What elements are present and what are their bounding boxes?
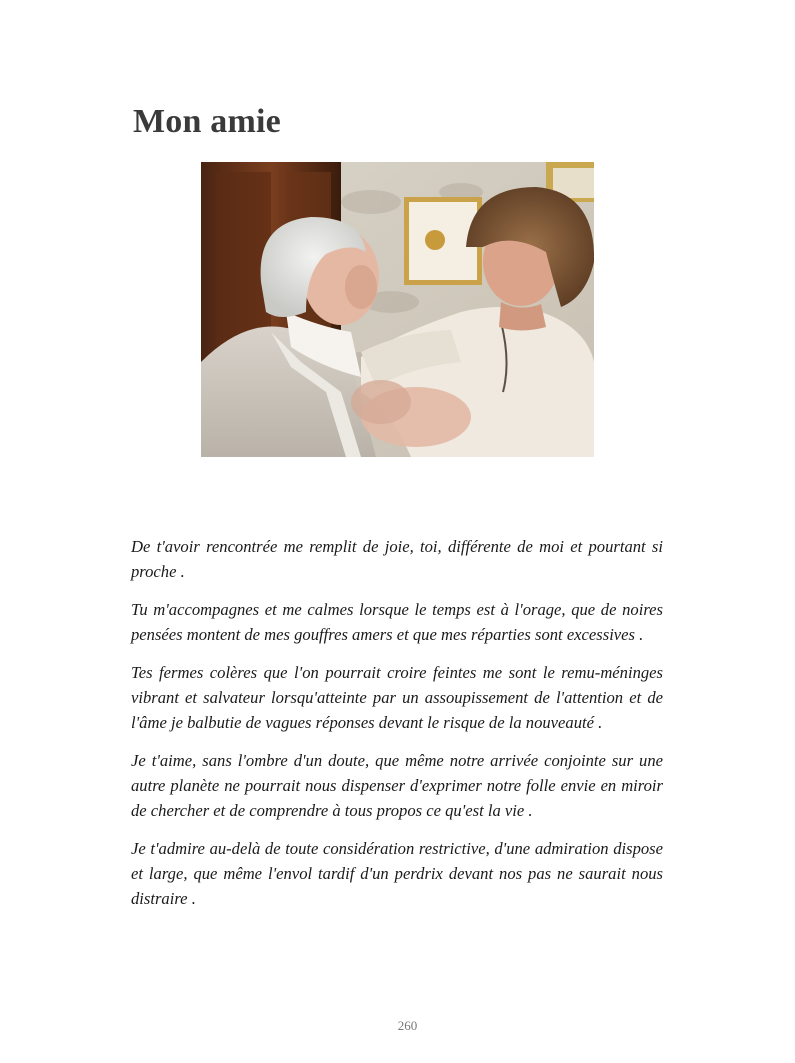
page-title: Mon amie bbox=[133, 103, 281, 140]
body-text bbox=[131, 534, 663, 924]
paragraph: Tu m'accompagnes et me calmes lorsque le temps est à l'orage, que de noires pensées montent de mes gouffres amers et que mes réparties sont excessives . bbox=[131, 600, 663, 644]
paragraph: Je t'aime, sans l'ombre d'un doute, que même notre arrivée conjointe sur une autre planète ne pourrait nous dispenser d'exprimer notre folle envie en miroir de chercher et de comprendre à tous propos ce qu'est la vie . bbox=[131, 751, 663, 820]
page-number: 260 bbox=[397, 1018, 418, 1033]
photo bbox=[201, 162, 594, 457]
paragraph: De t'avoir rencontrée me remplit de joie, toi, différente de moi et pourtant si proche . bbox=[131, 537, 663, 581]
photo-image bbox=[201, 162, 594, 457]
paragraph: Je t'admire au-delà de toute considération restrictive, d'une admiration dispose et large, que même l'envol tardif d'un perdrix devant nos pas ne saurait nous distraire . bbox=[131, 839, 663, 908]
paragraph: Tes fermes colères que l'on pourrait croire feintes me sont le remu-méninges vibrant et salvateur lorsqu'atteinte par un assoupissement de l'attention et de l'âme je balbutie de vagues réponses devant le risque de la nouveauté . bbox=[131, 663, 663, 732]
